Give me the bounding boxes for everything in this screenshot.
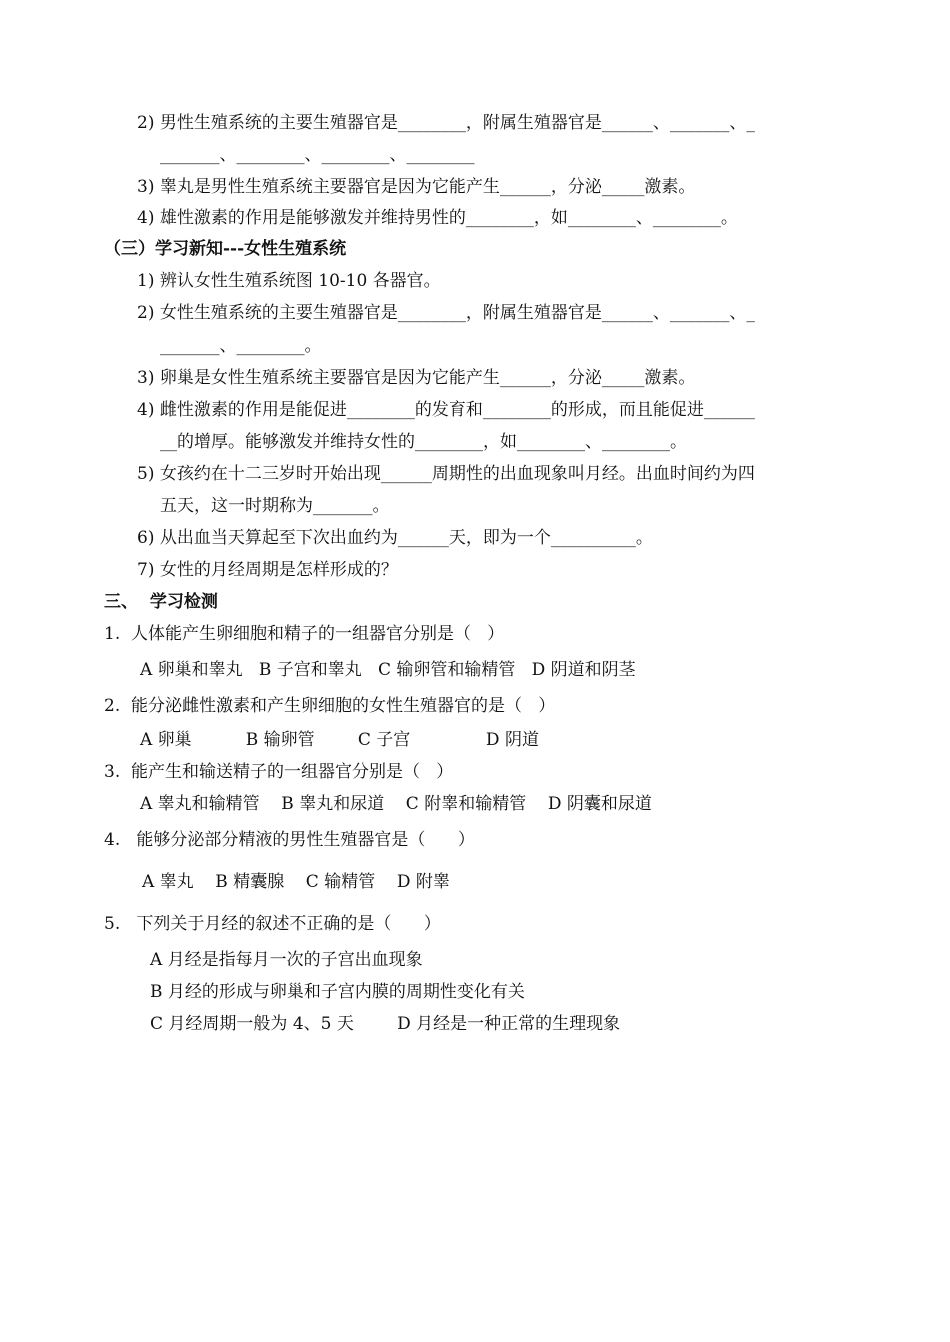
female-question-7: 7) 女性的月经周期是怎样形成的？ (137, 560, 398, 580)
male-question-4: 4) 雄性激素的作用是能够激发并维持男性的________，如________、________。 (137, 208, 738, 228)
check-question-5-option-b: B 月经的形成与卵巢和子宫内膜的周期性变化有关 (150, 982, 525, 1002)
male-question-2-line2: _______、________、________、________ (160, 145, 475, 165)
female-question-2-line2: _______、________。 (160, 336, 322, 356)
female-question-1: 1) 辨认女性生殖系统图 10-10 各器官。 (137, 271, 441, 291)
check-question-3-options: A 睾丸和输精管 B 睾丸和尿道 C 附睾和输精管 D 阴囊和尿道 (140, 794, 652, 814)
female-question-4-line1: 4) 雌性激素的作用是能促进________的发育和________的形成，而且能促进______ (137, 400, 755, 420)
female-question-6: 6) 从出血当天算起至下次出血约为______天，即为一个__________。 (137, 528, 653, 548)
male-question-2-line1: 2) 男性生殖系统的主要生殖器官是________，附属生殖器官是______、_______、_ (137, 113, 755, 133)
check-question-5-option-cd: C 月经周期一般为 4、5 天 D 月经是一种正常的生理现象 (150, 1014, 621, 1034)
check-question-2-options: A 卵巢 B 输卵管 C 子宫 D 阴道 (140, 730, 539, 750)
check-question-2: 2. 能分泌雌性激素和产生卵细胞的女性生殖器官的是（ ） (104, 696, 556, 716)
check-question-5-option-a: A 月经是指每月一次的子宫出血现象 (150, 950, 423, 970)
female-section-heading: （三）学习新知---女性生殖系统 (104, 239, 347, 259)
check-question-1-options: A 卵巢和睾丸 B 子宫和睾丸 C 输卵管和输精管 D 阴道和阴茎 (140, 660, 636, 680)
female-question-2-line1: 2) 女性生殖系统的主要生殖器官是________，附属生殖器官是______、_______、_ (137, 303, 755, 323)
female-question-5-line2: 五天，这一时期称为_______。 (160, 496, 390, 516)
check-question-5: 5. 下列关于月经的叙述不正确的是（ ） (104, 914, 441, 934)
check-question-1: 1. 人体能产生卵细胞和精子的一组器官分别是（ ） (104, 624, 505, 644)
female-question-3: 3) 卵巢是女性生殖系统主要器官是因为它能产生______，分泌_____激素。 (137, 368, 696, 388)
female-question-4-line2: __的增厚。能够激发并维持女性的________，如________、________。 (160, 432, 687, 452)
female-question-5-line1: 5) 女孩约在十二三岁时开始出现______周期性的出血现象叫月经。出血时间约为四 (137, 464, 755, 484)
check-question-4-options: A 睾丸 B 精囊腺 C 输精管 D 附睾 (142, 872, 450, 892)
check-question-3: 3. 能产生和输送精子的一组器官分别是（ ） (104, 762, 454, 782)
check-section-heading: 三、 学习检测 (104, 592, 218, 612)
check-question-4: 4. 能够分泌部分精液的男性生殖器官是（ ） (104, 830, 475, 850)
male-question-3: 3) 睾丸是男性生殖系统主要器官是因为它能产生______，分泌_____激素。 (137, 177, 696, 197)
